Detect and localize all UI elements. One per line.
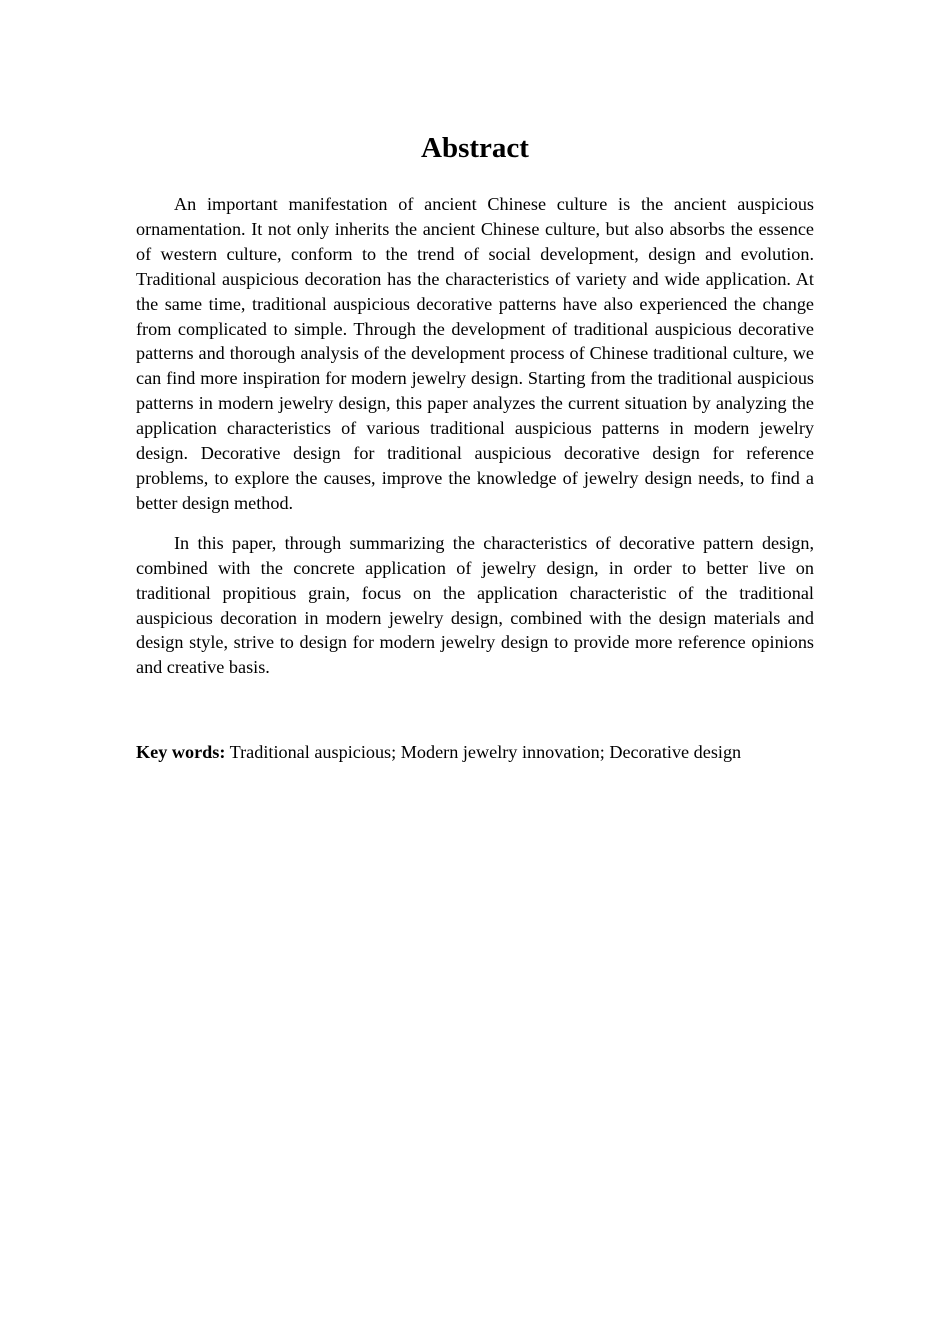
abstract-paragraph-2: In this paper, through summarizing the characteristics of decorative pattern design, combined with the concrete application of jewelry design, in order to better live on traditional propitious grain, focus on the application characteristic of the traditional auspicious decoration in modern jewelry design, combined with the design materials and design style, strive to design for modern jewelry design to provide more reference opinions and creative basis.	[136, 532, 814, 678]
keywords-label: Key words:	[136, 742, 226, 763]
abstract-paragraph-1: An important manifestation of ancient Chinese culture is the ancient auspicious ornamentation. It not only inherits the ancient Chinese culture, but also absorbs the essence of western culture, conform to the trend of social development, design and evolution. Traditional auspicious decoration has the characteristics of variety and wide application. At the same time, traditional auspicious decorative patterns have also experienced the change from complicated to simple. Through the development of traditional auspicious decorative patterns and thorough analysis of the development process of Chinese traditional culture, we can find more inspiration for modern jewelry design. Starting from the traditional auspicious patterns in modern jewelry design, this paper analyzes the current situation by analyzing the application characteristics of various traditional auspicious patterns in modern jewelry design. Decorative design for traditional auspicious decorative design for reference problems, to explore the causes, improve the knowledge of jewelry design needs, to find a better design method.	[136, 194, 814, 513]
abstract-page	[136, 128, 814, 765]
keywords-text: Traditional auspicious; Modern jewelry innovation; Decorative design	[225, 742, 742, 763]
keywords-line	[136, 740, 814, 765]
page-title: Abstract	[421, 132, 529, 164]
